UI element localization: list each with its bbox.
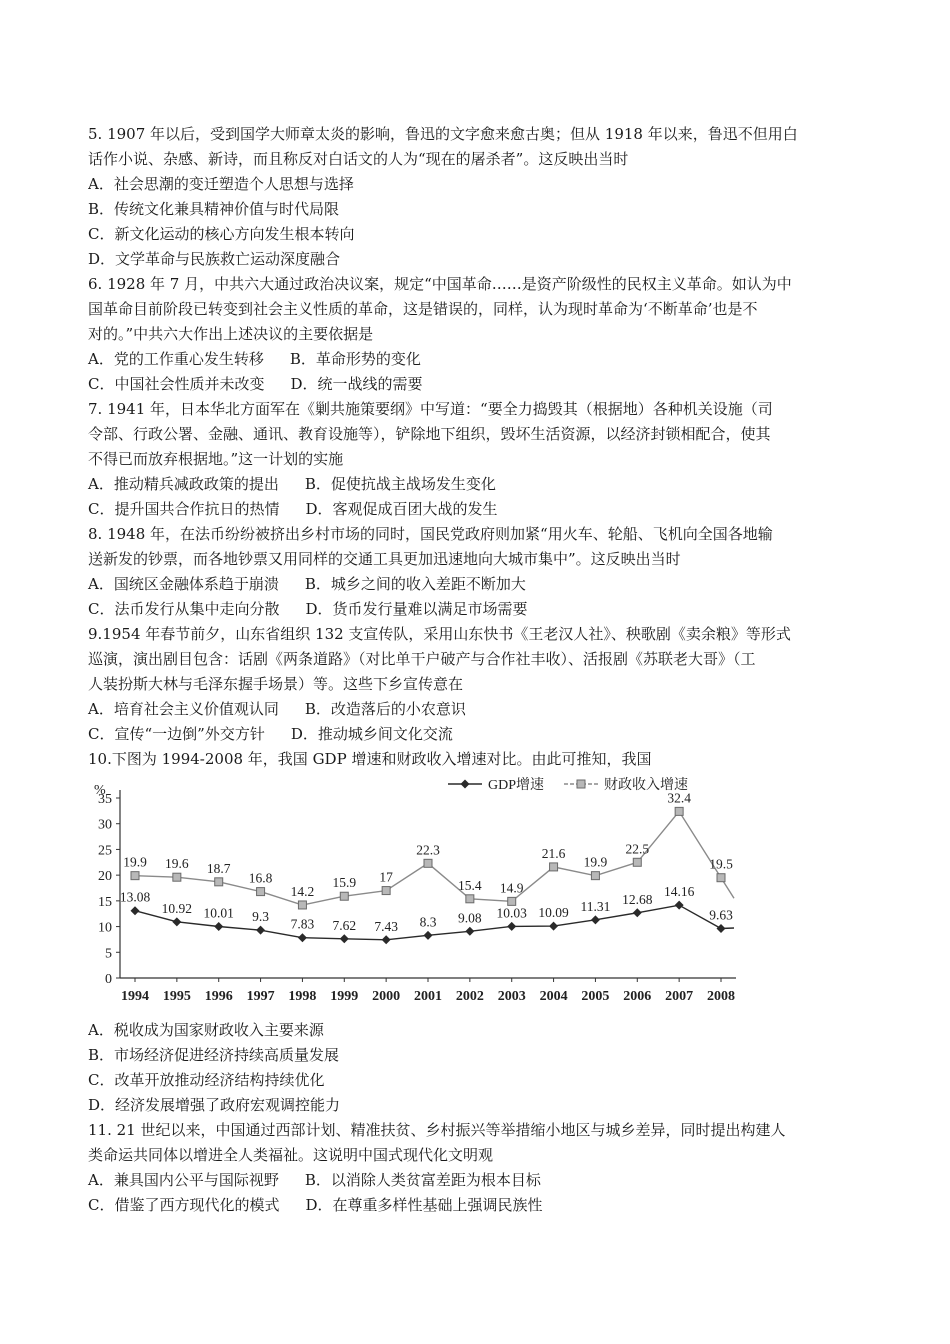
option-row (88, 347, 868, 372)
option-row (88, 722, 868, 747)
x-tick-label: 1998 (288, 989, 317, 1004)
data-point-gdp (675, 901, 684, 910)
data-point-fiscal (257, 888, 265, 896)
data-label: 8.3 (419, 914, 437, 930)
question-stem-line: 国革命目前阶段已转变到社会主义性质的革命，这是错误的，同样，认为现时革命为‘不断革命’也是不 (88, 300, 758, 318)
option-row (88, 497, 868, 522)
option-b[interactable]: B．改造落后的小农意识 (304, 700, 466, 718)
option-b[interactable]: B．革命形势的变化 (289, 350, 421, 368)
option-d[interactable]: D．统一战线的需要 (290, 375, 423, 393)
data-label: 7.83 (290, 916, 315, 932)
exam-page (88, 122, 868, 1218)
data-point-gdp (256, 926, 265, 935)
legend-marker-fiscal (577, 780, 585, 788)
x-tick-label: 2008 (707, 989, 735, 1004)
x-tick-label: 1999 (330, 989, 359, 1004)
option-row (88, 572, 868, 597)
data-label: 14.16 (663, 884, 695, 900)
option-row (88, 372, 868, 397)
y-tick-label: 35 (98, 792, 112, 807)
option-a[interactable]: A．培育社会主义价值观认同 (88, 700, 279, 718)
data-label: 9.3 (252, 909, 270, 925)
question-stem-line: 类命运共同体以增进全人类福祉。这说明中国式现代化文明观 (88, 1146, 494, 1164)
y-tick-label: 20 (98, 869, 112, 885)
y-tick-label: 5 (105, 946, 112, 962)
data-label: 9.63 (709, 907, 733, 923)
question-stem-line: 11. 21 世纪以来，中国通过西部计划、精准扶贫、乡村振兴等举措缩小地区与城乡差异，同时提出构建人 (88, 1121, 786, 1139)
data-label: 10.92 (161, 900, 193, 916)
data-point-gdp (591, 915, 600, 924)
data-label: 13.08 (119, 889, 151, 905)
y-tick-label: 10 (98, 920, 112, 936)
question-8 (88, 522, 868, 622)
option-row (88, 472, 868, 497)
data-label: 9.08 (458, 910, 482, 926)
x-tick-label: 2003 (497, 989, 526, 1004)
x-tick-label: 2004 (539, 989, 568, 1004)
data-label: 14.2 (290, 883, 315, 899)
y-tick-label: 25 (98, 843, 112, 859)
data-label: 17 (379, 869, 393, 885)
data-point-fiscal (173, 873, 181, 881)
data-point-gdp (717, 924, 726, 933)
question-11 (88, 1118, 868, 1218)
data-point-gdp (214, 922, 223, 931)
data-point-fiscal (131, 872, 139, 880)
data-point-fiscal (424, 859, 432, 867)
data-point-gdp (465, 927, 474, 936)
option-row (88, 597, 868, 622)
question-7 (88, 397, 868, 522)
data-point-fiscal (633, 858, 641, 866)
data-point-fiscal (298, 901, 306, 909)
question-stem-line: 8. 1948 年，在法币纷纷被挤出乡村市场的同时，国民党政府则加紧“用火车、轮船、飞机向全国各地输 (88, 525, 773, 543)
option-d[interactable]: D．文学革命与民族救亡运动深度融合 (88, 250, 341, 268)
data-point-fiscal (675, 807, 683, 815)
question-9 (88, 622, 868, 747)
option-a[interactable]: A．税收成为国家财政收入主要来源 (88, 1021, 324, 1039)
option-c[interactable]: C．新文化运动的核心方向发生根本转向 (88, 225, 355, 243)
question-stem-line: 话作小说、杂感、新诗，而且称反对白话文的人为“现在的屠杀者”。这反映出当时 (88, 150, 629, 168)
x-tick-label: 1995 (162, 989, 191, 1004)
option-d[interactable]: D．货币发行量难以满足市场需要 (305, 600, 528, 618)
data-label: 7.43 (374, 918, 398, 934)
option-b[interactable]: B．传统文化兼具精神价值与时代局限 (88, 200, 340, 218)
data-point-gdp (633, 908, 642, 917)
data-point-fiscal (591, 872, 599, 880)
data-label: 7.62 (332, 917, 357, 933)
option-d[interactable]: D．经济发展增强了政府宏观调控能力 (88, 1096, 341, 1114)
option-c[interactable]: C．改革开放推动经济结构持续优化 (88, 1071, 325, 1089)
data-label: 16.8 (248, 870, 273, 886)
data-point-fiscal (340, 892, 348, 900)
data-label: 22.5 (625, 841, 650, 857)
data-label: 18.7 (206, 860, 231, 876)
question-10 (88, 747, 868, 1118)
option-d[interactable]: D．客观促成百团大战的发生 (305, 500, 498, 518)
x-tick-label: 2005 (581, 989, 610, 1004)
data-point-gdp (340, 934, 349, 943)
option-d[interactable]: D．在尊重多样性基础上强调民族性 (305, 1196, 543, 1214)
data-label: 10.09 (538, 905, 569, 921)
data-point-fiscal (717, 874, 725, 882)
data-label: 15.9 (332, 875, 357, 891)
x-tick-label: 2006 (623, 989, 652, 1004)
question-stem-line: 令部、行政公署、金融、通讯、教育设施等），铲除地下组织，毁坏生活资源，以经济封锁相配合，使其 (88, 425, 771, 443)
option-row (88, 1168, 868, 1193)
data-label: 21.6 (541, 845, 566, 861)
data-point-fiscal (508, 897, 516, 905)
option-a[interactable]: A．国统区金融体系趋于崩溃 (88, 575, 279, 593)
data-point-fiscal (466, 895, 474, 903)
option-c[interactable]: C．提升国共合作抗日的热情 (88, 500, 280, 518)
data-point-gdp (298, 933, 307, 942)
data-label: 15.4 (458, 877, 482, 893)
question-5 (88, 122, 868, 272)
question-stem-line: 人装扮斯大林与毛泽东握手场景）等。这些下乡宣传意在 (88, 675, 464, 693)
option-b[interactable]: B．城乡之间的收入差距不断加大 (304, 575, 526, 593)
growth-comparison-chart (88, 776, 748, 1012)
data-point-fiscal (382, 887, 390, 895)
x-tick-label: 1997 (246, 989, 275, 1004)
option-c[interactable]: C．宣传“一边倒”外交方针 (88, 725, 265, 743)
x-tick-label: 2000 (372, 989, 401, 1004)
option-a[interactable]: A．社会思潮的变迁塑造个人思想与选择 (88, 175, 354, 193)
option-a[interactable]: A．党的工作重心发生转移 (88, 350, 264, 368)
x-tick-label: 2007 (665, 989, 694, 1004)
data-label: 10.01 (203, 905, 234, 921)
legend-marker-gdp (461, 780, 470, 789)
data-label: 19.9 (123, 854, 147, 870)
option-row (88, 697, 868, 722)
x-tick-label: 2002 (455, 989, 484, 1004)
data-label: 12.68 (622, 891, 653, 907)
data-label: 19.5 (709, 856, 733, 872)
question-stem-line: 不得已而放弃根据地。”这一计划的实施 (88, 450, 344, 468)
option-c[interactable]: C．中国社会性质并未改变 (88, 375, 265, 393)
data-label: 22.3 (416, 842, 440, 858)
question-stem-line: 6. 1928 年 7 月，中共六大通过政治决议案，规定“中国革命……是资产阶级性的民权主义革命。如认为中 (88, 275, 792, 293)
y-tick-label: 30 (98, 817, 112, 833)
y-tick-label: 15 (98, 894, 112, 910)
data-label: 19.6 (165, 856, 189, 872)
option-b[interactable]: B．促使抗战主战场发生变化 (304, 475, 496, 493)
data-point-gdp (507, 922, 516, 931)
data-label: 10.03 (496, 905, 527, 921)
x-tick-label: 2001 (414, 989, 442, 1004)
x-tick-label: 1994 (121, 989, 149, 1004)
option-a[interactable]: A．推动精兵减政政策的提出 (88, 475, 279, 493)
option-b[interactable]: B．市场经济促进经济持续高质量发展 (88, 1046, 340, 1064)
chart-svg (88, 776, 748, 1012)
x-tick-label: 1996 (204, 989, 233, 1004)
question-stem-line: 5. 1907 年以后，受到国学大师章太炎的影响，鲁迅的文字愈来愈古奥；但从 1918 年以来，鲁迅不但用白 (88, 125, 798, 143)
y-tick-label: 0 (105, 972, 112, 987)
option-c[interactable]: C．法币发行从集中走向分散 (88, 600, 280, 618)
y-axis-label: % (94, 783, 106, 798)
data-label: 32.4 (667, 790, 691, 806)
question-6 (88, 272, 868, 397)
question-stem-line: 巡演，演出剧目包含：话剧《两条道路》（对比单干户破产与合作社丰收）、活报剧《苏联老大哥》（工 (88, 650, 756, 668)
question-stem-line: 送新发的钞票，而各地钞票又用同样的交通工具更加迅速地向大城市集中”。这反映出当时 (88, 550, 681, 568)
option-c[interactable]: C．借鉴了西方现代化的模式 (88, 1196, 280, 1214)
data-label: 19.9 (583, 854, 608, 870)
data-point-fiscal (550, 863, 558, 871)
option-a[interactable]: A．兼具国内公平与国际视野 (88, 1171, 279, 1189)
question-stem-line: 10.下图为 1994-2008 年，我国 GDP 增速和财政收入增速对比。由此可推知，我国 (88, 750, 652, 768)
data-point-gdp (131, 906, 140, 915)
data-label: 11.31 (580, 898, 611, 914)
data-label: 14.9 (499, 880, 524, 896)
option-d[interactable]: D．推动城乡间文化交流 (290, 725, 453, 743)
data-point-gdp (382, 935, 391, 944)
data-point-gdp (424, 931, 433, 940)
data-point-gdp (172, 917, 181, 926)
data-point-gdp (549, 922, 558, 931)
data-point-fiscal (215, 878, 223, 886)
question-stem-line: 7. 1941 年，日本华北方面军在《剿共施策要纲》中写道：“要全力捣毁其（根据地）各种机关设施（司 (88, 400, 773, 418)
option-row (88, 1193, 868, 1218)
question-stem-line: 9.1954 年春节前夕，山东省组织 132 支宣传队，采用山东快书《王老汉人社》、秧歌剧《卖余粮》等形式 (88, 625, 791, 643)
legend-label-fiscal: 财政收入增速 (604, 778, 688, 793)
question-stem-line: 对的。”中共六大作出上述决议的主要依据是 (88, 325, 374, 343)
option-b[interactable]: B．以消除人类贫富差距为根本目标 (304, 1171, 541, 1189)
legend-label-gdp: GDP增速 (488, 778, 545, 793)
